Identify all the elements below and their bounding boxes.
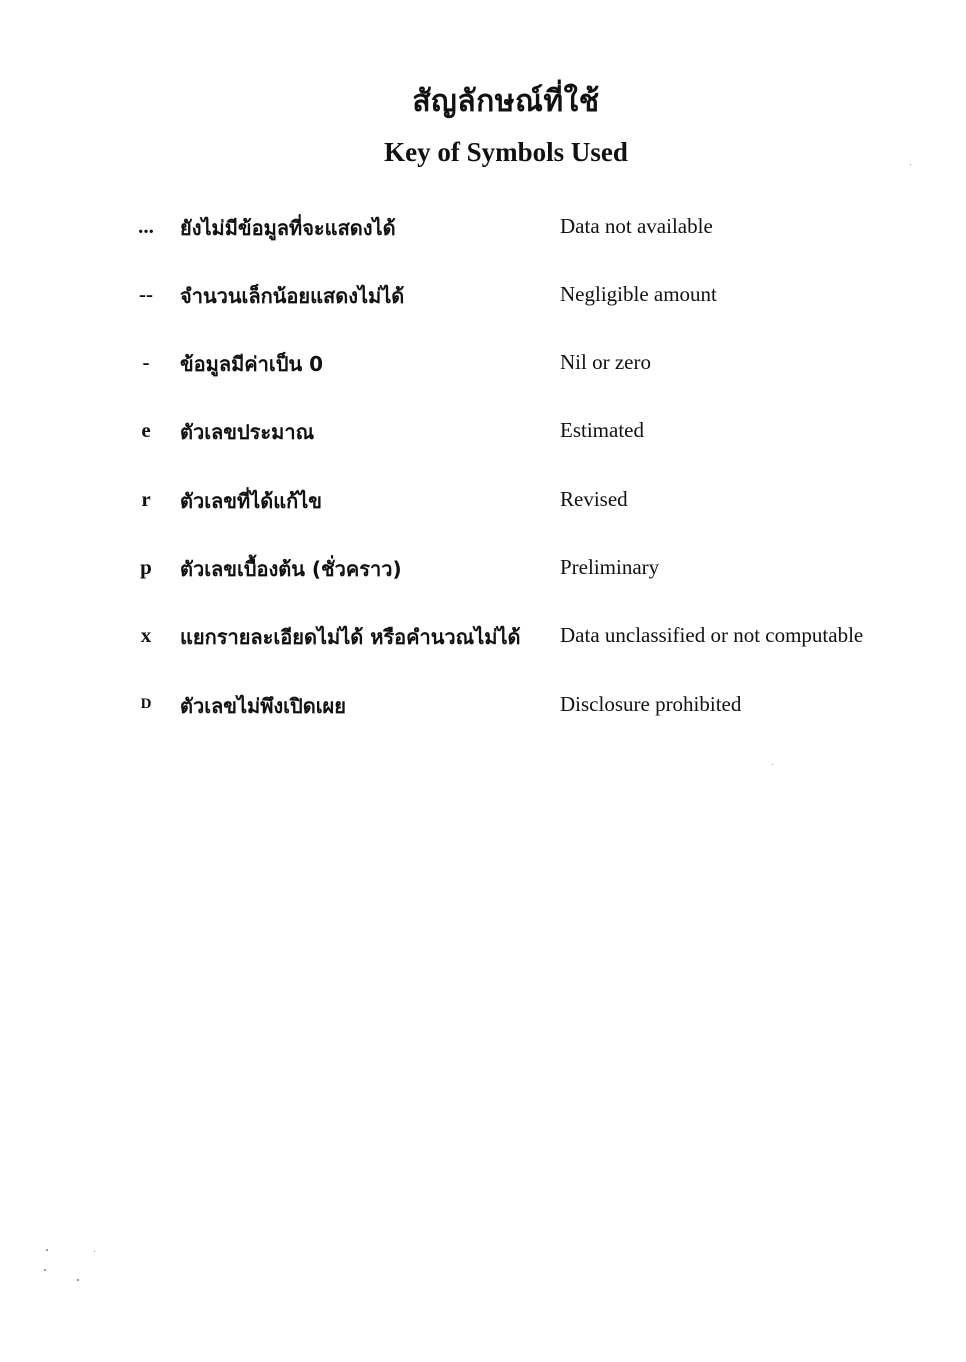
legend-thai-meaning: แยกรายละเอียดไม่ได้ หรือคำนวณไม่ได้	[180, 625, 521, 649]
legend-thai-meaning: ตัวเลขเบื้องต้น (ชั่วคราว)	[180, 557, 402, 581]
legend-english-meaning: Estimated	[560, 418, 644, 442]
scan-speck	[46, 1249, 48, 1251]
legend-symbol: e	[141, 418, 151, 442]
legend-symbol: --	[139, 282, 153, 306]
scan-speck	[44, 1269, 46, 1271]
legend-thai-meaning: ตัวเลขประมาณ	[180, 420, 315, 444]
legend-english-meaning: Negligible amount	[560, 282, 717, 306]
legend-english-meaning: Revised	[560, 487, 628, 511]
legend-thai-meaning: จำนวนเล็กน้อยแสดงไม่ได้	[180, 284, 405, 308]
scan-speck	[910, 164, 911, 165]
legend-row-unclassified	[0, 617, 966, 657]
legend-row-negligible	[0, 276, 966, 316]
scan-speck	[77, 1279, 79, 1281]
legend-symbol: p	[140, 555, 152, 579]
legend-thai-meaning: ตัวเลขไม่พึงเปิดเผย	[180, 694, 346, 718]
legend-thai-meaning: ตัวเลขที่ได้แก้ไข	[180, 489, 322, 513]
legend-english-meaning: Preliminary	[560, 555, 660, 579]
scan-speck	[94, 1251, 95, 1252]
page-title-english: Key of Symbols Used	[384, 137, 628, 167]
legend-english-meaning: Data not available	[560, 214, 713, 238]
legend-symbol: -	[142, 350, 150, 374]
legend-row-preliminary	[0, 549, 966, 589]
legend-english-meaning: Nil or zero	[560, 350, 651, 374]
legend-row-revised	[0, 481, 966, 521]
page-title-thai: สัญลักษณ์ที่ใช้	[412, 84, 600, 119]
legend-thai-meaning: ข้อมูลมีค่าเป็น 0	[180, 352, 323, 376]
legend-row-nil-zero	[0, 344, 966, 384]
legend-symbol: r	[141, 487, 151, 511]
legend-row-estimated	[0, 412, 966, 452]
legend-symbol: ...	[138, 214, 154, 238]
legend-symbol: D	[140, 696, 152, 712]
legend-row-disclosure-prohibited	[0, 686, 966, 726]
legend-english-meaning: Data unclassified or not computable	[560, 623, 864, 647]
legend-row-not-available	[0, 208, 966, 248]
legend-english-meaning: Disclosure prohibited	[560, 692, 742, 716]
legend-symbol: x	[140, 623, 152, 647]
scan-speck	[772, 764, 773, 765]
legend-thai-meaning: ยังไม่มีข้อมูลที่จะแสดงได้	[180, 216, 396, 240]
